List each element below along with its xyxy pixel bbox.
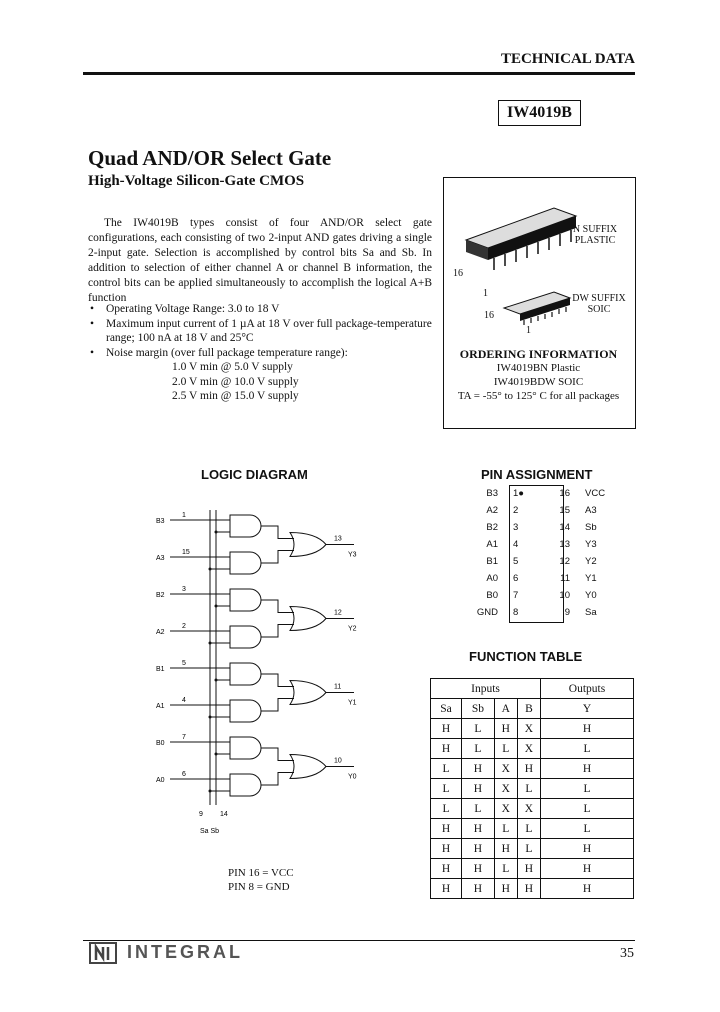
table-cell: H xyxy=(540,839,633,859)
table-cell: L xyxy=(494,819,517,839)
inputs-group-header: Inputs xyxy=(431,679,541,699)
power-pin-notes xyxy=(228,866,294,894)
n-suffix-text: N SUFFIX xyxy=(572,224,618,235)
ordering-information xyxy=(443,347,634,403)
and-to-or-wire xyxy=(261,674,294,687)
output-label: Y1 xyxy=(348,699,357,707)
table-cell: X xyxy=(517,719,540,739)
feature-item: • Operating Voltage Range: 3.0 to 18 V xyxy=(88,302,433,317)
table-cell: H xyxy=(517,759,540,779)
noise-margin-item: 2.5 V min @ 15.0 V supply xyxy=(172,390,299,402)
dw-suffix-label xyxy=(568,293,630,315)
pin-right-name: Y3 xyxy=(585,539,597,550)
table-cell: H xyxy=(431,739,462,759)
table-cell: H xyxy=(431,879,462,899)
pin-left-number: 6 xyxy=(513,573,519,584)
table-cell: L xyxy=(517,819,540,839)
feature-list xyxy=(88,302,433,360)
column-header: B xyxy=(517,699,540,719)
part-number-box: IW4019B xyxy=(498,100,581,126)
table-cell: L xyxy=(431,759,462,779)
integral-logo-icon xyxy=(88,940,118,966)
and-gate xyxy=(230,589,261,611)
pin-right-name: Y0 xyxy=(585,590,597,601)
pin-left-name: B1 xyxy=(486,556,498,567)
pin-left-number: 7 xyxy=(513,590,519,601)
input-label: A3 xyxy=(156,555,165,562)
table-cell: H xyxy=(431,719,462,739)
junction-dot xyxy=(215,531,218,534)
technical-data-header: TECHNICAL DATA xyxy=(500,51,635,67)
table-cell: H xyxy=(462,779,495,799)
and-gate xyxy=(230,737,261,759)
pin-right-number: 16 xyxy=(559,488,570,499)
or-gate xyxy=(290,681,326,705)
page-subtitle: High-Voltage Silicon-Gate CMOS xyxy=(88,173,305,189)
table-cell: H xyxy=(462,759,495,779)
table-cell: H xyxy=(494,719,517,739)
junction-dot xyxy=(209,568,212,571)
pin-assignment-heading: PIN ASSIGNMENT xyxy=(481,467,593,482)
sa-pin-number: 9 xyxy=(199,811,203,818)
table-cell: L xyxy=(431,779,462,799)
description xyxy=(88,216,432,306)
pin-left-name: A1 xyxy=(486,539,498,550)
description-text: The IW4019B types consist of four AND/OR select gate configurations, each consisting of two 2-input AND gates driving a single 2-input gate. Selection is accomplished by control bits Sa and Sb. In addition to selection of either channel A or channel B information, the control bits can be applied simultaneously to accomplish the logical A+B function xyxy=(88,217,432,304)
table-cell: L xyxy=(517,839,540,859)
pin-left-number: 8 xyxy=(513,607,519,618)
input-pin-number: 5 xyxy=(182,660,186,667)
pin-left-name: B3 xyxy=(486,488,498,499)
table-cell: X xyxy=(494,759,517,779)
table-cell: L xyxy=(494,739,517,759)
table-row xyxy=(431,819,634,839)
and-to-or-wire xyxy=(261,748,294,761)
or-gate xyxy=(290,607,326,631)
input-pin-number: 15 xyxy=(182,549,190,556)
input-pin-number: 4 xyxy=(182,697,186,704)
function-table-heading: FUNCTION TABLE xyxy=(469,649,583,664)
input-pin-number: 1 xyxy=(182,512,186,519)
and-gate xyxy=(230,700,261,722)
soic-pin16-label: 16 xyxy=(484,310,494,321)
power-pin-line: PIN 8 = GND xyxy=(228,881,290,893)
ordering-line: TA = -55° to 125° C for all packages xyxy=(457,390,620,402)
output-label: Y3 xyxy=(348,551,357,559)
pin-right-number: 15 xyxy=(559,505,570,516)
table-cell: X xyxy=(517,799,540,819)
table-row xyxy=(431,799,634,819)
and-to-or-wire xyxy=(261,625,294,638)
pin-right-name: Sa xyxy=(585,607,597,618)
table-cell: H xyxy=(462,859,495,879)
dip-pin16-label: 16 xyxy=(453,268,463,279)
pin-left-number: 4 xyxy=(513,539,519,550)
pin-right-number: 11 xyxy=(560,573,570,584)
header-rule xyxy=(83,72,635,75)
logic-diagram xyxy=(150,500,390,840)
feature-item: • Noise margin (over full package temperature range): xyxy=(88,346,433,361)
feature-item: • Maximum input current of 1 µA at 18 V over full package-temperature range; 100 nA at 18 V and 25°C xyxy=(88,317,433,346)
pin-left-name: GND xyxy=(476,607,498,618)
table-cell: H xyxy=(431,839,462,859)
pin-right-number: 9 xyxy=(564,607,570,618)
table-cell: H xyxy=(462,839,495,859)
input-pin-number: 3 xyxy=(182,586,186,593)
noise-margin-item: 2.0 V min @ 10.0 V supply xyxy=(172,375,299,388)
table-cell: X xyxy=(494,799,517,819)
and-to-or-wire xyxy=(261,526,294,539)
table-cell: X xyxy=(494,779,517,799)
input-pin-number: 2 xyxy=(182,623,186,630)
input-pin-number: 7 xyxy=(182,734,186,741)
footer-rule xyxy=(83,940,635,941)
n-type-text: PLASTIC xyxy=(574,235,616,246)
table-cell: H xyxy=(494,879,517,899)
input-label: B2 xyxy=(156,592,165,599)
table-row xyxy=(431,719,634,739)
column-header: Y xyxy=(540,699,633,719)
table-cell: H xyxy=(540,719,633,739)
pin-left-name: B0 xyxy=(486,590,498,601)
pin-left-name: A0 xyxy=(486,573,498,584)
table-cell: L xyxy=(540,819,633,839)
junction-dot xyxy=(215,605,218,608)
output-label: Y0 xyxy=(348,773,357,781)
input-label: B0 xyxy=(156,740,165,747)
input-label: B1 xyxy=(156,666,165,673)
pin-left-number: 2 xyxy=(513,505,519,516)
ordering-line: IW4019BDW SOIC xyxy=(493,376,584,388)
table-cell: H xyxy=(540,759,633,779)
input-label: A1 xyxy=(156,703,165,710)
logic-diagram-heading: LOGIC DIAGRAM xyxy=(201,467,308,482)
sb-pin-number: 14 xyxy=(220,811,228,818)
noise-margin-list xyxy=(172,360,299,404)
n-suffix-label xyxy=(565,224,625,246)
noise-margin-item: 1.0 V min @ 5.0 V supply xyxy=(172,361,293,373)
input-label: B3 xyxy=(156,518,165,525)
and-gate xyxy=(230,663,261,685)
table-row xyxy=(431,759,634,779)
output-pin-number: 11 xyxy=(334,683,342,691)
and-gate xyxy=(230,774,261,796)
ordering-heading: ORDERING INFORMATION xyxy=(459,347,618,361)
and-gate xyxy=(230,552,261,574)
package-illustrations xyxy=(444,178,633,348)
junction-dot xyxy=(209,790,212,793)
table-cell: L xyxy=(431,799,462,819)
pin-right-name: Sb xyxy=(585,522,597,533)
function-table xyxy=(430,678,634,899)
soic-package-icon xyxy=(504,292,570,325)
table-row xyxy=(431,879,634,899)
pin-right-name: VCC xyxy=(585,488,606,499)
pin-right-number: 12 xyxy=(559,556,570,567)
table-cell: H xyxy=(517,879,540,899)
outputs-group-header: Outputs xyxy=(540,679,633,699)
pin-right-number: 14 xyxy=(559,522,570,533)
input-label: A2 xyxy=(156,629,165,636)
power-pin-line: PIN 16 = VCC xyxy=(228,867,294,879)
and-to-or-wire xyxy=(261,600,294,613)
output-pin-number: 12 xyxy=(334,609,342,617)
table-cell: L xyxy=(462,739,495,759)
table-cell: L xyxy=(494,859,517,879)
soic-pin1-label: 1 xyxy=(526,325,531,336)
table-cell: L xyxy=(517,779,540,799)
table-cell: L xyxy=(462,799,495,819)
and-to-or-wire xyxy=(261,699,294,712)
table-cell: H xyxy=(517,859,540,879)
input-label: A0 xyxy=(156,777,165,784)
table-cell: L xyxy=(462,719,495,739)
table-row xyxy=(431,739,634,759)
dip-pin1-label: 1 xyxy=(483,288,488,299)
junction-dot xyxy=(215,753,218,756)
table-cell: H xyxy=(540,879,633,899)
table-cell: X xyxy=(517,739,540,759)
output-pin-number: 13 xyxy=(334,535,342,543)
column-header: Sa xyxy=(431,699,462,719)
pin-right-number: 13 xyxy=(559,539,570,550)
input-pin-number: 6 xyxy=(182,771,186,778)
ordering-line: IW4019BN Plastic xyxy=(496,362,581,374)
table-cell: L xyxy=(540,779,633,799)
table-row xyxy=(431,859,634,879)
dw-type-text: SOIC xyxy=(587,304,611,315)
pin-right-name: A3 xyxy=(585,505,597,516)
pin-left-name: A2 xyxy=(486,505,498,516)
table-cell: H xyxy=(462,879,495,899)
table-cell: H xyxy=(540,859,633,879)
table-cell: H xyxy=(462,819,495,839)
and-gate xyxy=(230,515,261,537)
pin-right-name: Y1 xyxy=(585,573,597,584)
pin-left-number: 1● xyxy=(513,488,525,499)
and-gate xyxy=(230,626,261,648)
pin-right-name: Y2 xyxy=(585,556,597,567)
or-gate xyxy=(290,755,326,779)
dip-package-icon xyxy=(466,208,576,270)
and-to-or-wire xyxy=(261,773,294,786)
table-cell: L xyxy=(540,799,633,819)
pin-left-number: 5 xyxy=(513,556,519,567)
pin-left-name: B2 xyxy=(486,522,498,533)
junction-dot xyxy=(215,679,218,682)
table-row xyxy=(431,779,634,799)
control-labels: Sa Sb xyxy=(200,828,220,835)
table-row xyxy=(431,839,634,859)
page-number: 35 xyxy=(620,946,634,961)
and-to-or-wire xyxy=(261,551,294,564)
pin-left-number: 3 xyxy=(513,522,519,533)
or-gate xyxy=(290,533,326,557)
table-cell: H xyxy=(431,859,462,879)
table-cell: L xyxy=(540,739,633,759)
pin-right-number: 10 xyxy=(559,590,570,601)
brand-name: INTEGRAL xyxy=(127,942,243,962)
junction-dot xyxy=(209,716,212,719)
column-header: A xyxy=(494,699,517,719)
output-pin-number: 10 xyxy=(334,757,342,765)
table-cell: H xyxy=(431,819,462,839)
column-header: Sb xyxy=(462,699,495,719)
output-label: Y2 xyxy=(348,625,357,633)
table-cell: H xyxy=(494,839,517,859)
dw-suffix-text: DW SUFFIX xyxy=(572,293,626,304)
junction-dot xyxy=(209,642,212,645)
page-title: Quad AND/OR Select Gate xyxy=(88,146,332,170)
